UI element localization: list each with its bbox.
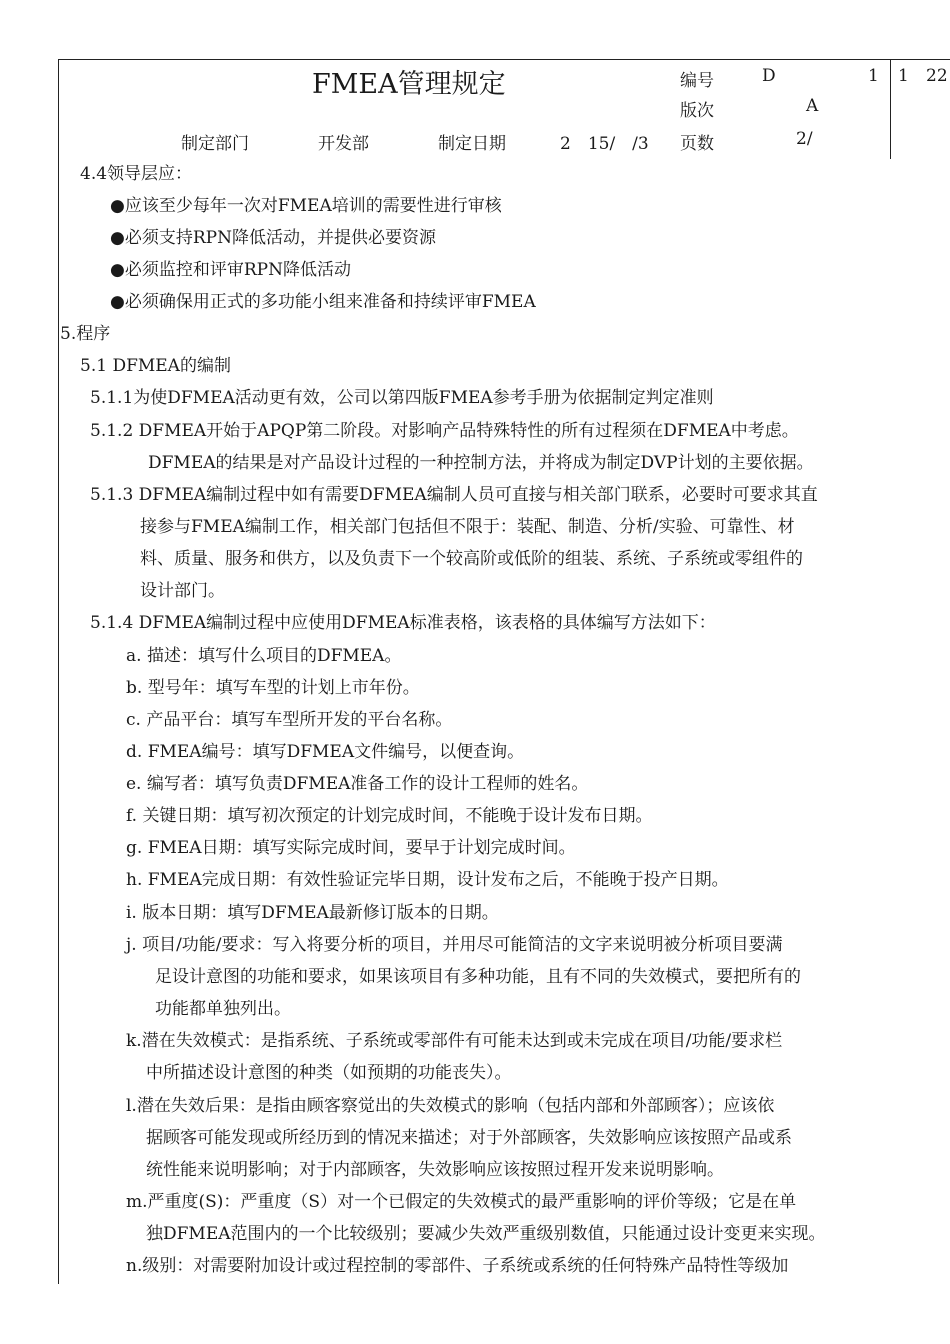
paragraph-line: 设计部门。 [140,581,225,601]
list-item: j. 项目/功能/要求：写入将要分析的项目，并用尽可能简洁的文字来说明被分析项目要满 [126,935,783,955]
paragraph-line: DFMEA的结果是对产品设计过程的一种控制方法，并将成为制定DVP计划的主要依据。 [148,453,814,473]
version-label: 版次 [680,101,714,121]
code-value: D [762,66,776,86]
page-border-left [58,59,59,1284]
list-item-continuation: 功能都单独列出。 [155,999,291,1019]
list-item: g. FMEA日期：填写实际完成时间，要早于计划完成时间。 [126,838,576,858]
list-item: e. 编写者：填写负责DFMEA准备工作的设计工程师的姓名。 [126,774,589,794]
paragraph-line: 5.1.4 DFMEA编制过程中应使用DFMEA标准表格，该表格的具体编写方法如下： [90,613,716,633]
code-tail-3: 22 [926,66,948,86]
bullet-line: ●应该至少每年一次对FMEA培训的需要性进行审核 [110,196,502,216]
pages-value: 2/ [796,129,813,149]
list-item: k.潜在失效模式：是指系统、子系统或零部件有可能未达到或未完成在项目/功能/要求栏 [126,1031,783,1051]
date-value: 2 15/ /3 [560,134,649,154]
list-item: b. 型号年：填写车型的计划上市年份。 [126,678,420,698]
document-title: FMEA管理规定 [312,69,506,100]
code-tail-1: 1 [868,66,879,86]
list-item-continuation: 足设计意图的功能和要求，如果该项目有多种功能，且有不同的失效模式，要把所有的 [155,967,801,987]
list-item: m.严重度(S)：严重度（S）对一个已假定的失效模式的最严重影响的评价等级；它是在单 [126,1192,797,1212]
list-item: c. 产品平台：填写车型所开发的平台名称。 [126,710,453,730]
paragraph-line: 接参与FMEA编制工作，相关部门包括但不限于：装配、制造、分析/实验、可靠性、材 [140,517,795,537]
paragraph-line: 5.1.3 DFMEA编制过程中如有需要DFMEA编制人员可直接与相关部门联系，必要时可要求其直 [90,485,818,505]
date-label: 制定日期 [438,134,506,154]
section-4-4-heading: 4.4领导层应： [80,164,193,184]
section-5-heading: 5.程序 [60,324,111,344]
section-5-1-heading: 5.1 DFMEA的编制 [80,356,231,376]
list-item: d. FMEA编号：填写DFMEA文件编号，以便查询。 [126,742,525,762]
list-item-continuation: 统性能来说明影响；对于内部顾客，失效影响应该按照过程开发来说明影响。 [146,1160,724,1180]
bullet-line: ●必须确保用正式的多功能小组来准备和持续评审FMEA [110,292,536,312]
paragraph-line: 料、质量、服务和供方，以及负责下一个较高阶或低阶的组装、系统、子系统或零组件的 [140,549,803,569]
version-value: A [806,96,819,116]
paragraph-line: 5.1.1为使DFMEA活动更有效，公司以第四版FMEA参考手册为依据制定判定准则 [90,388,714,408]
dept-label: 制定部门 [181,134,249,154]
code-tail-2: 1 [898,66,909,86]
bullet-line: ●必须监控和评审RPN降低活动 [110,260,351,280]
code-label: 编号 [680,71,714,91]
list-item-continuation: 据顾客可能发现或所经历到的情况来描述；对于外部顾客，失效影响应该按照产品或系 [146,1128,792,1148]
header-border-right [890,59,891,159]
header-border-top [58,59,950,60]
dept-value: 开发部 [318,134,369,154]
pages-label: 页数 [680,134,714,154]
list-item: a. 描述：填写什么项目的DFMEA。 [126,646,402,666]
list-item: h. FMEA完成日期：有效性验证完毕日期，设计发布之后，不能晚于投产日期。 [126,870,729,890]
paragraph-line: 5.1.2 DFMEA开始于APQP第二阶段。对影响产品特殊特性的所有过程须在DFMEA中考虑。 [90,421,799,441]
list-item: f. 关键日期：填写初次预定的计划完成时间，不能晚于设计发布日期。 [126,806,653,826]
list-item-continuation: 独DFMEA范围内的一个比较级别；要减少失效严重级别数值，只能通过设计变更来实现。 [146,1224,826,1244]
list-item: l.潜在失效后果：是指由顾客察觉出的失效模式的影响（包括内部和外部顾客）；应该依 [126,1096,775,1116]
list-item-continuation: 中所描述设计意图的种类（如预期的功能丧失）。 [146,1063,512,1083]
list-item: n.级别：对需要附加设计或过程控制的零部件、子系统或系统的任何特殊产品特性等级加 [126,1256,789,1276]
list-item: i. 版本日期：填写DFMEA最新修订版本的日期。 [126,903,499,923]
bullet-line: ●必须支持RPN降低活动，并提供必要资源 [110,228,436,248]
